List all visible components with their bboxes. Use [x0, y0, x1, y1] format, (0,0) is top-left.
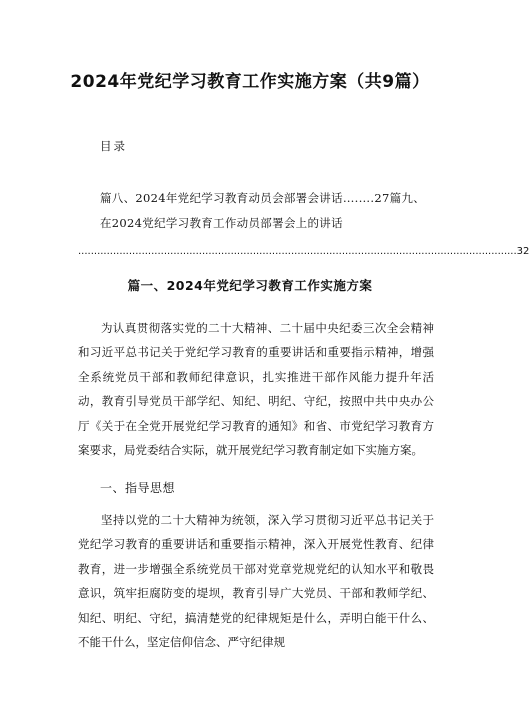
body-paragraph: 坚持以党的二十大精神为统领，深入学习贯彻习近平总书记关于党纪学习教育的重要讲话和重要指示精神，深入开展党性教育、纪律教育，进一步增强全系统党员干部对党章党规党纪的认知水平和敬畏意识，筑牢拒腐防变的堤坝，教育引导广大党员、干部和教师学纪、知纪、明纪、守纪，搞清楚党的纪律规矩是什么，弄明白能干什么、不能干什么，坚定信仰信念、严守纪律规 [78, 513, 434, 650]
document-title: 2024年党纪学习教育工作实施方案（共9篇） [70, 72, 430, 92]
toc-heading: 目录 [100, 139, 127, 153]
section-heading: 一、指导思想 [100, 481, 176, 495]
intro-paragraph: 为认真贯彻落实党的二十大精神、二十届中央纪委三次全会精神和习近平总书记关于党纪学习教育的重要讲话和重要指示精神，增强全系统党员干部和教师纪律意识，扎实推进干部作风能力提升年活动，教育引导党员干部学纪、知纪、明纪、守纪，按照中共中央办公厅《关于在全党开展党纪学习教育的通知》和省、市党纪学习教育方案要求，局党委结合实际，就开展党纪学习教育制定如下实施方案。 [78, 321, 434, 458]
toc-entry: 篇八、2024年党纪学习教育动员会部署会讲话….….27篇九、在2024党纪学习教育工作动员部署会上的讲话 [100, 191, 426, 230]
section-title: 篇一、2024年党纪学习教育工作实施方案 [127, 278, 373, 293]
toc-leader: ..........................................................................................................................................32 [78, 246, 529, 257]
